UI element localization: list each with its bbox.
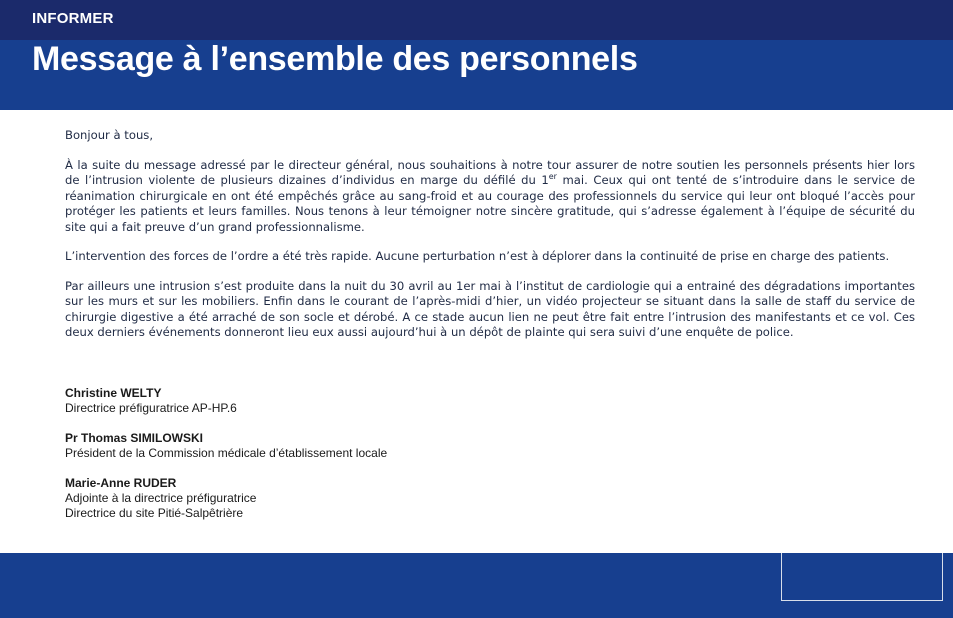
paragraph-1: [65, 158, 915, 236]
signature-block: [65, 386, 665, 536]
footer-frame: [781, 553, 943, 601]
signature-1: [65, 386, 665, 416]
paragraph-1-superscript: er: [548, 172, 557, 182]
signature-2: [65, 431, 665, 461]
paragraph-3: Par ailleurs une intrusion s’est produite dans la nuit du 30 avril au 1er mai à l’institut de cardiologie qui a entrainé des dégradations importantes sur les murs et sur les mobiliers. Enfin dans le courant de l’après-midi d’hier, un vidéo projecteur se situant dans la salle de staff du service de chirurgie digestive a été arraché de son socle et dérobé. A ce stade aucun lien ne peut être fait entre l’intrusion des manifestants et ce vol. Ces deux derniers événements donneront lieu eux aussi aujourd’hui à un dépôt de plainte qui sera suivi d’une enquête de police.: [65, 278, 915, 339]
signatory-name: Christine WELTY: [65, 386, 162, 400]
paragraph-1-part-1: À la suite du message adressé par le directeur général, nous souhaitions à notre tour assurer de notre soutien les personnels présents hier lors de l’intrusion violente de plusieurs dizaines d’individus en marge du défilé du 1: [65, 157, 915, 187]
header-top-band: [0, 0, 953, 40]
signature-3: [65, 476, 665, 521]
signatory-name: Marie-Anne RUDER: [65, 476, 177, 490]
signatory-role: Directrice préfiguratrice AP-HP.6: [65, 401, 237, 415]
signatory-role-secondary: Directrice du site Pitié-Salpêtrière: [65, 506, 244, 520]
footer-band: [0, 553, 953, 618]
page-title: Message à l’ensemble des personnels: [32, 40, 638, 78]
signatory-name: Pr Thomas SIMILOWSKI: [65, 431, 204, 445]
paragraph-1-part-2: mai. Ceux qui ont tenté de s’introduire dans le service de réanimation chirurgicale en ont été empêchés grâce au sang-froid et au courage des professionnels du service qui leur ont bloqué l’accès pour protéger les patients et leurs familles. Nous tenons à leur témoigner notre sincère gratitude, qui s’adresse également à l’équipe de sécurité du site qui a fait preuve d’un grand professionnalisme.: [65, 173, 916, 234]
signatory-role: Adjointe à la directrice préfiguratrice: [65, 491, 257, 505]
paragraph-2: L’intervention des forces de l’ordre a été très rapide. Aucune perturbation n’est à déplorer dans la continuité de prise en charge des patients.: [65, 249, 890, 263]
header-kicker: INFORMER: [32, 10, 114, 27]
greeting: Bonjour à tous,: [65, 128, 154, 142]
signatory-role: Président de la Commission médicale d’établissement locale: [65, 446, 388, 460]
message-body: [65, 128, 915, 355]
